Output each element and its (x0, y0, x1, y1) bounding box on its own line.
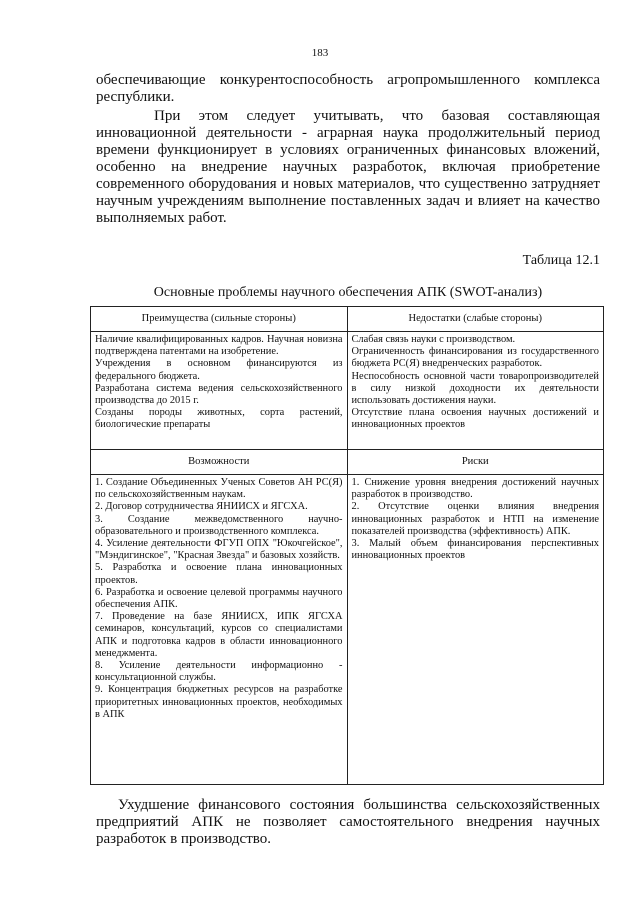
opportunities-cell (91, 475, 348, 785)
weaknesses-header: Недостатки (слабые стороны) (347, 307, 604, 332)
weakness-item: Ограниченность финансирования из государственного бюджета РС(Я) внедренческих разработок. (351, 346, 599, 370)
weakness-item: Отсутствие плана освоения научных достижений и инновационных проектов (351, 407, 599, 431)
opportunity-item: 5. Разработка и освоение плана инновационных проектов. (95, 562, 343, 586)
table-title: Основные проблемы научного обеспечения АПК (SWOT-анализ) (153, 285, 543, 300)
threat-item: 1. Снижение уровня внедрения достижений научных разработок в производство. (351, 477, 599, 501)
threat-item: 3. Малый объем финансирования перспективных инновационных проектов (351, 538, 599, 562)
opportunity-item: 1. Создание Объединенных Ученых Советов АН РС(Я) по сельскохозяйственным наукам. (95, 477, 343, 501)
threats-header: Риски (347, 450, 604, 475)
strength-item: Наличие квалифицированных кадров. Научная новизна подтверждена патентами на изобретение. (95, 334, 343, 358)
opportunity-item: 3. Создание межведомственного научно-образовательного и производственного комплекса. (95, 513, 343, 537)
swot-table (90, 306, 604, 785)
paragraph-science-funding: При этом следует учитывать, что базовая составляющая инновационной деятельности - аграрная наука продолжительный период времени функционирует в условиях ограниченных финансовых вложений, особенно на внедрение научных разработок, включая приобретение современного оборудования и новых материалов, что существенно затрудняет научным учреждениям выполнение поставленных задач и влияет на качество выполняемых работ. (96, 108, 600, 226)
opportunity-item: 4. Усиление деятельности ФГУП ОПХ "Юкочгейское", "Мэндигинское", "Красная Звезда" и базовых хозяйств. (95, 538, 343, 562)
opportunities-header: Возможности (91, 450, 348, 475)
threats-cell (347, 475, 604, 785)
opportunity-item: 9. Концентрация бюджетных ресурсов на разработке приоритетных инновационных проектов, необходимых в АПК (95, 684, 343, 720)
opportunity-item: 7. Проведение на базе ЯНИИСХ, ИПК ЯГСХА семинаров, консультаций, курсов со специалистами АПК и подготовка кадров в области инновационного менеджмента. (95, 611, 343, 659)
strength-item: Учреждения в основном финансируются из федерального бюджета. (95, 358, 343, 382)
table-label: Таблица 12.1 (522, 253, 600, 268)
page-number: 183 (311, 47, 329, 59)
opportunity-item: 6. Разработка и освоение целевой программы научного обеспечения АПК. (95, 586, 343, 611)
opportunity-item: 2. Договор сотрудничества ЯНИИСХ и ЯГСХА. (95, 501, 308, 513)
paragraph-intro: обеспечивающие конкурентоспособность агропромышленного комплекса республики. (96, 72, 600, 105)
weakness-item: Слабая связь науки с производством. (351, 334, 516, 345)
strengths-cell (91, 332, 348, 450)
strength-item: Созданы породы животных, сорта растений, биологические препараты (95, 407, 343, 431)
weaknesses-cell (347, 332, 604, 450)
threat-item: 2. Отсутствие оценки влияния внедрения инновационных разработок и НТП на изменение показателей производства (эффективность) АПК. (351, 501, 599, 537)
strengths-header: Преимущества (сильные стороны) (91, 307, 348, 332)
paragraph-conclusion: Ухудшение финансового состояния большинства сельскохозяйственных предприятий АПК не позволяет самостоятельного внедрения научных разработок в производство. (96, 797, 600, 847)
weakness-item: Неспособность основной части товаропроизводителей в силу низкой доходности их деятельности использовать достижения науки. (351, 370, 599, 407)
opportunity-item: 8. Усиление деятельности информационно - консультационной службы. (95, 660, 343, 684)
strength-item: Разработана система ведения сельскохозяйственного производства до 2015 г. (95, 382, 343, 407)
